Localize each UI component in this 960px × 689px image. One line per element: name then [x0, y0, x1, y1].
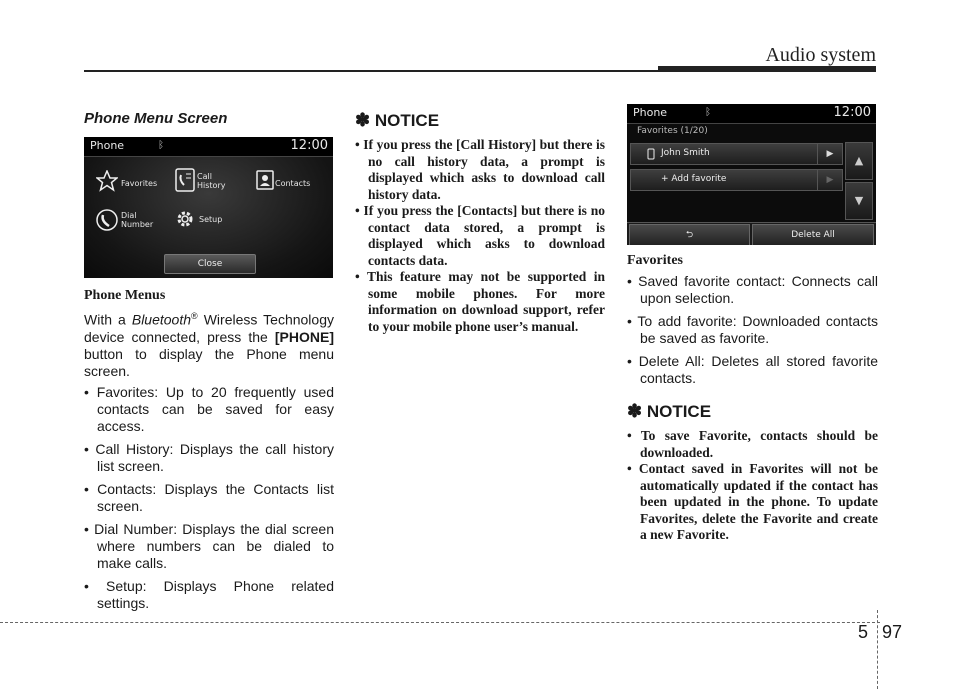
scroll-down-button[interactable]: ▼ [845, 182, 873, 220]
phone-key: [PHONE] [274, 328, 334, 345]
menu-item-contacts[interactable]: Contacts [275, 179, 311, 188]
favorites-screenshot [627, 104, 876, 245]
notice-heading [627, 401, 878, 422]
bluetooth-icon: ᛒ [705, 107, 711, 118]
subheading-phone-menus: Phone Menus [84, 288, 166, 303]
footer-divider [877, 610, 878, 689]
intro-paragraph [84, 308, 334, 380]
column-right [627, 105, 879, 544]
menu-item-setup[interactable]: Setup [199, 215, 223, 224]
add-favorite-label: + Add favorite [661, 174, 727, 184]
favorite-contact-row[interactable] [630, 143, 843, 165]
list-item: • Delete All: Deletes all stored favorite contacts. [627, 353, 878, 387]
section-title: Phone Menu Screen [84, 110, 228, 127]
close-button[interactable]: Close [164, 254, 256, 274]
header-rule-accent [658, 66, 876, 72]
list-item: • Dial Number: Displays the dial screen where numbers can be dialed to make calls. [84, 521, 334, 572]
footer-rule [0, 622, 880, 623]
contact-name: John Smith [661, 148, 710, 158]
list-item: • Saved favorite contact: Connects call upon selection. [627, 273, 878, 307]
notice-item: • If you press the [Contacts] but there is no contact data stored, a prompt is displayed which asks to download contacts data. [355, 203, 605, 269]
star-icon [96, 170, 118, 192]
notice-star-icon: ✽ [355, 110, 371, 130]
add-favorite-row[interactable] [630, 169, 843, 191]
notice-list [355, 137, 605, 335]
notice-item: • To save Favorite, contacts should be downloaded. [627, 428, 878, 461]
header-rule [84, 70, 660, 72]
notice-list [627, 428, 878, 544]
list-item: • To add favorite: Downloaded contacts be saved as favorite. [627, 313, 878, 347]
bluetooth-word: Bluetooth [131, 311, 192, 328]
call-history-icon [175, 168, 195, 192]
notice-title: NOTICE [646, 402, 712, 421]
bluetooth-icon: ᛒ [158, 140, 164, 151]
intro-prefix: With a [84, 311, 132, 328]
play-icon: ▶ [817, 170, 842, 190]
notice-item: • If you press the [Call History] but there is no call history data, a prompt is displayed which asks to download call history data. [355, 137, 605, 203]
clock: 12:00 [833, 105, 871, 120]
phone-menu-list [84, 384, 334, 612]
scroll-up-button[interactable]: ▲ [845, 142, 873, 180]
notice-star-icon: ✽ [627, 401, 643, 421]
phone-dial-icon [96, 209, 118, 231]
phone-handset-icon [647, 148, 655, 160]
contacts-icon [256, 170, 274, 190]
list-item: • Setup: Displays Phone related settings. [84, 578, 334, 612]
intro-middle: Wireless Technology device connected, press the [84, 311, 334, 345]
menu-item-dial-line2: Number [121, 220, 154, 229]
menu-item-dial-line1: Dial [121, 211, 137, 220]
clock: 12:00 [290, 138, 328, 153]
subheading-favorites: Favorites [627, 253, 683, 268]
menu-item-call-history-line1: Call [197, 172, 212, 181]
registered-mark: ® [191, 311, 198, 321]
column-left [84, 110, 334, 618]
column-middle [355, 110, 605, 335]
notice-title: NOTICE [374, 111, 440, 130]
bottom-bar [627, 222, 876, 245]
menu-item-call-history[interactable] [197, 172, 225, 190]
play-icon[interactable]: ▶ [817, 144, 842, 164]
list-item: • Favorites: Up to 20 frequently used contacts can be saved for easy access. [84, 384, 334, 435]
back-button[interactable]: ⮌ [629, 224, 750, 245]
notice-heading [355, 110, 605, 131]
status-bar [627, 104, 876, 124]
favorites-count: Favorites (1/20) [637, 126, 708, 136]
notice-item: • Contact saved in Favorites will not be automatically updated if the contact has been updated in the phone. To update Favorites, delete the Favorite and create a new Favorite. [627, 461, 878, 544]
screen-title: Phone [90, 139, 125, 152]
menu-item-favorites[interactable]: Favorites [121, 179, 158, 188]
status-bar [84, 137, 333, 157]
gear-icon [174, 208, 196, 230]
phone-menu-screenshot [84, 137, 333, 278]
menu-item-dial-number[interactable] [121, 211, 153, 229]
header-title: Audio system [765, 44, 876, 66]
menu-item-call-history-line2: History [197, 181, 226, 190]
delete-all-button[interactable]: Delete All [752, 224, 874, 245]
screen-title: Phone [633, 106, 668, 119]
page-number: 97 [882, 622, 903, 642]
intro-suffix: button to display the Phone menu screen. [84, 345, 334, 379]
chapter-number: 5 [858, 622, 869, 642]
list-item: • Call History: Displays the call history list screen. [84, 441, 334, 475]
notice-item: • This feature may not be supported in some mobile phones. For more information on download support, refer to your mobile phone user’s manual. [355, 269, 605, 335]
favorites-list [627, 273, 878, 387]
list-item: • Contacts: Displays the Contacts list screen. [84, 481, 334, 515]
